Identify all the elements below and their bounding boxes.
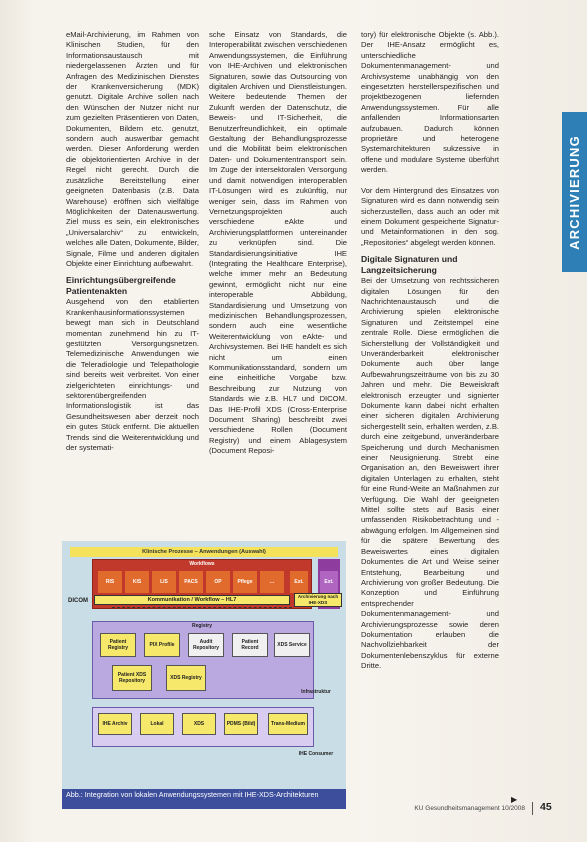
app-box: Pflege xyxy=(233,571,257,593)
figure-caption: Abb.: Integration von lokalen Anwendungssystemen mit IHE-XDS-Architekturen xyxy=(62,789,346,809)
workflow-banner: Workflows xyxy=(189,561,215,567)
figure-diagram xyxy=(62,541,346,789)
paragraph: Ausgehend von den etablierten Krankenhausinformationssystemen bewegt man sich in Deutschland momentan zunehmend hin zu IT-gestützten Versorgungsnetzen. Telemedizinische Anwendungen wie die Teleradiologie und Telepathologie sind bereits weit verbreitet. Von einer zielgerichteten einrichtungs- und sektorenübergreifenden Informationslogistik ist das Gesundheitswesen aber derzeit noch ein gutes Stück entfernt. Die aktuellen Trends sind die Weiterentwicklung und der systemati- xyxy=(66,297,199,453)
top-banner: Klinische Prozesse – Anwendungen (Auswahl) xyxy=(70,547,338,557)
app-box: RIS xyxy=(98,571,122,593)
paragraph: Bei der Umsetzung von rechtssicheren digitalen Lösungen für den Nachrichtenaustausch und die Archivierung spielen elektronische Signaturen und Zeitstempel eine zentrale Rolle. Diese ermöglichen die Sicherstellung der Vollständigkeit und Unveränderbarkeit elektronischer Dokumente auch über lange Aufbewahrungszeiträume von bis zu 30 Jahren und mehr. Die Beweiskraft elektronisch erzeugter und signierter Dokumente kann dabei nicht erhalten einer sicheren digitalen Archivierung sichergestellt sein, erhalten werden, z.B. durch eine zeitgebund, unveränderbare Speicherung und durch Mechanismen einer Neusignierung. Strebt eine Organisation an, den Beweiswert ihrer digitalen Unterlagen zu erhalten, steht für eine Rund-Weite an Maßnahmen zur Verfügung. Die Wahl der geeigneten Mittel sollte stets auf Basis einer umfassenden Risikobetrachtung und -abwägung erfolgen. Im Allgemeinen sind für die spätere Bewertung des Beweiswertes eines digitalen Dokumentes die Art und Weise seiner Entstehung, Bearbeitung und Archivierung von großer Bedeutung. Die Konzeption und Einführung entsprechender Dokumentenmanagement- und Archivierungsprozesse sowie deren Dokumentation erlauben die Nachvollziehbarkeit der Dokumentenlebenszyklus für externe Dritte. xyxy=(361,276,499,671)
registry-box: XDS Service xyxy=(274,633,310,657)
publication-footer: KU Gesundheitsmanagement 10/2008 xyxy=(414,805,525,812)
registry-box: PIX Profile xyxy=(144,633,180,657)
architecture-figure xyxy=(62,541,346,809)
repository-box: Patient XDS Repository xyxy=(112,665,152,691)
page-number: 45 xyxy=(540,801,552,813)
registry-box: Patient Record xyxy=(232,633,268,657)
app-box: LIS xyxy=(152,571,176,593)
section-tab xyxy=(562,112,587,272)
text-column-1 xyxy=(66,30,199,535)
repository-box: XDS Registry xyxy=(166,665,206,691)
consumer-box: XDS xyxy=(182,713,216,735)
xds-archive-bar: Archivierung nach IHE-XDS xyxy=(294,593,342,607)
hl7-bar: Kommunikation / Workflow – HL7 xyxy=(94,595,290,605)
infrastructure-label: Infrastruktur xyxy=(301,689,331,695)
arrow-row xyxy=(112,607,292,619)
text-column-3 xyxy=(361,30,499,810)
app-box: PACS xyxy=(179,571,203,593)
dicom-label: DICOM xyxy=(68,598,88,604)
registry-header: Registry xyxy=(191,623,212,629)
app-box: Ext. xyxy=(320,571,338,593)
consumer-box: Lokal xyxy=(140,713,174,735)
footer-divider xyxy=(532,802,533,815)
section-heading: Digitale Signaturen und Langzeitsicherung xyxy=(361,254,458,275)
consumer-label: IHE Consumer xyxy=(298,751,334,757)
section-tab-label: ARCHIVIERUNG xyxy=(567,134,583,250)
registry-box: Audit Repository xyxy=(188,633,224,657)
consumer-box: PDMS (Bild) xyxy=(224,713,258,735)
paragraph: tory) für elektronische Objekte (s. Abb.). Der IHE-Ansatz ermöglicht es, unterschiedliche Dokumentenmanagement- und Archivsysteme unabhängig von den eingesetzten herstellerspezifischen und projektbezogenen liefernden Anwendungssystemen. Für alle anfallenden Informationsarten aufzubauen. Dadurch können proprietäre und heterogene Systemarchitekturen sukzessive in offene und modulare Systeme überführt werden. xyxy=(361,30,499,175)
app-box: Ext. xyxy=(290,571,308,593)
consumer-box: Trans-Medium xyxy=(268,713,308,735)
registry-box: Patient Registry xyxy=(100,633,136,657)
continue-arrow-icon: ▶ xyxy=(511,795,518,804)
paragraph: sche Einsatz von Standards, die Interoperabilität zwischen verschiedenen Anwendungssystemen, die Einführung von IHE-Archiven und elektronischen Signaturen, sowie das Outsourcing von digitalen Archiven und Dienstleistungen. Weitere bedeutende Themen der Zukunft werden der Datenschutz, die Beweis- und IT-Sicherheit, die Benutzerfreundlichkeit, ein optimale Gestaltung der Behandlungsprozesse und die Mobilität beim elektronischen Daten- und Dokumententransport sein. Im Zuge der intersektoralen Versorgung und damit notwendigen interoperablen IT-Lösungen wird es zukünftig, nur weniger sein, dass im Rahmen von Vernetzungsprojekten auch verschiedene eAkte und Archivierungsplattformen untereinander zu verknüpfen sind. Die Standardisierungsinitiative IHE (Integrating the Healthcare Enterprise), welche immer mehr an Bedeutung gewinnt, ermöglicht nicht nur eine interoperable Abbildung, Standardisierung und Umsetzung von medizinischen Behandlungsprozessen, sondern auch eine wesentliche Weiterentwicklung von eAkte- und Archivsystemen. Bei IHE handelt es sich nicht um einen Kommunikationsstandard, sondern um eine einheitliche Vorgabe bzw. Beschreibung zur Nutzung von Standards wie z.B. HL7 und DICOM. Das IHE-Profil XDS (Cross-Enterprise Document Sharing) beschreibt zwei verschiedene Rollen (Document Registry) und einem Ablagesystem (Document Reposi- xyxy=(209,30,347,456)
app-box: … xyxy=(260,571,284,593)
paragraph: Vor dem Hintergrund des Einsatzes von Signaturen wird es dann notwendig sein sicherzustellen, dass auch an oder mit einem Dokument gespeicherte Signatur- und Metainformationen in den sog. „Repositories“ abgelegt werden können. xyxy=(361,185,499,247)
consumer-box: IHE Archiv xyxy=(98,713,132,735)
paragraph: eMail-Archivierung, im Rahmen von Klinischen Studien, für den Informationsaustausch mit niedergelassenen Ärzten und für Anfragen des Medizinischen Dienstes der Krankenversicherung (MDK) genutzt. Digitale Archive sollen nach den Wünschen der Nutzer nicht nur zum gezielten Präsentieren von Daten, Dokumenten, Bildern etc. genutzt, sondern auch auswertbar gemacht werden. Dieser Anforderung werden die objektorientierten Archive in der Regel nicht gerecht. Durch die zusätzliche Bereitstellung einer geeigneten Datenbasis (z.B. Data Warehouse) eröffnen sich vielfältige Möglichkeiten der Datenauswertung. Ziel muss es sein, ein elektronisches „Universalarchiv“ zu entwickeln, welches alle Daten, Dokumente, Bilder, Signale, Filme und anderen digitalen Objekte einer Einrichtung aufbewahrt. xyxy=(66,30,199,268)
app-box: KIS xyxy=(125,571,149,593)
section-heading: Einrichtungsübergreifende Patientenakten xyxy=(66,275,176,296)
app-box: OP xyxy=(206,571,230,593)
text-column-2 xyxy=(209,30,347,535)
